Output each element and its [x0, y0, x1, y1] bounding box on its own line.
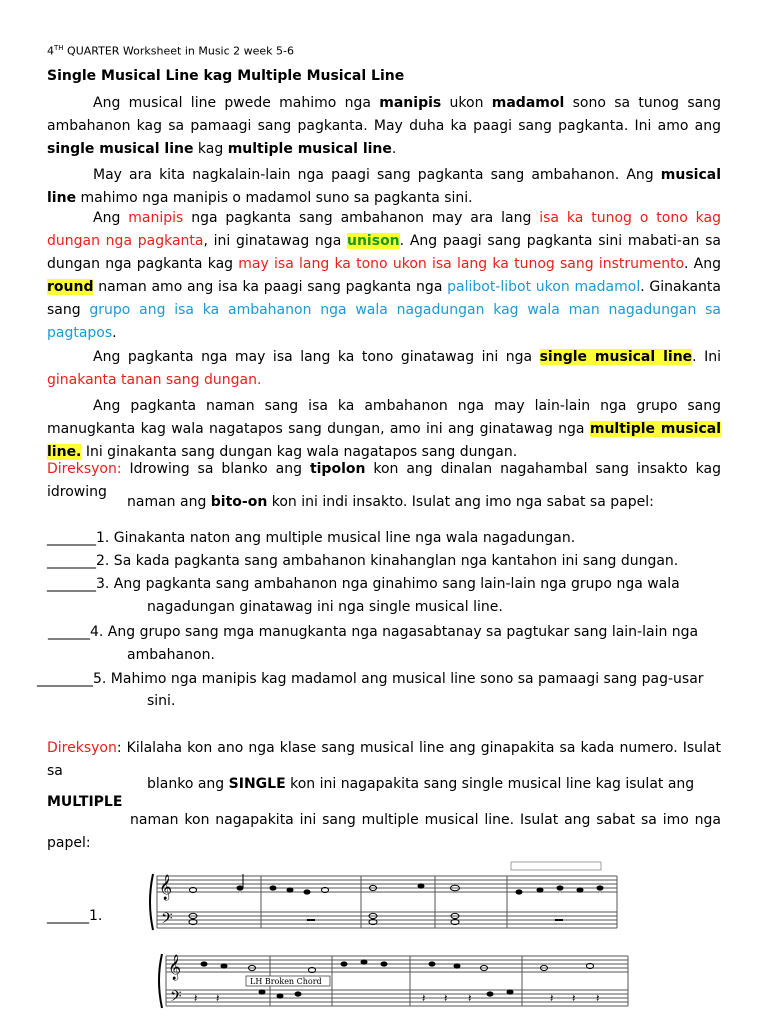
paragraph-multiple-line: Ang pagkanta naman sang isa ka ambahanon nga may lain-lain nga grupo sang manugkanta kag wala nagatapos sang dungan, amo ini ang ginatawag nga multiple musical line. Ini ginakanta sang dungan kag wala nagatapos sang dungan. [47, 398, 722, 460]
directions-part-two: Direksyon: Kilalaha kon ano nga klase sang musical line ang ginapakita sa kada numero. Isulat sa [47, 740, 721, 779]
paragraph-musical-line: May ara kita nagkalain-lain nga paagi sang pagkanta sang ambahanon. Ang musical line mahimo nga manipis o madamol suno sa pagkanta sini. [47, 167, 721, 206]
svg-text:𝄞: 𝄞 [159, 875, 173, 900]
svg-text:𝄢: 𝄢 [170, 988, 182, 1009]
paragraph-single-line: Ang pagkanta nga may isa lang ka tono ginatawag ini nga single musical line. Ini ginakanta tanan sang dungan. [47, 349, 722, 388]
svg-text:𝄽: 𝄽 [468, 992, 472, 1005]
svg-text:𝄽: 𝄽 [194, 992, 198, 1005]
question-one-blank: ______1. [47, 908, 103, 924]
directions-part-two-end: naman kon nagapakita ini sang multiple musical line. Isulat ang sabat sa imo nga papel: [47, 812, 721, 851]
paragraph-intro: Ang musical line pwede mahimo nga manipis ukon madamol sono sa tunog sang ambahanon kag sa pamaagi sang pagkanta. May duha ka paagi sang pagkanta. Ini amo ang single musical line kag multiple musical line. [47, 95, 721, 157]
svg-text:𝄽: 𝄽 [550, 992, 554, 1005]
list-item: _______3. Ang pagkanta sang ambahanon nga ginahimo sang lain-lain nga grupo nga wala [47, 576, 680, 592]
svg-text:𝄽: 𝄽 [216, 992, 220, 1005]
lh-broken-chord-label: LH Broken Chord [250, 977, 322, 986]
svg-text:𝄢: 𝄢 [161, 910, 173, 931]
list-item-cont: sini. [147, 693, 176, 709]
svg-text:𝄞: 𝄞 [168, 955, 182, 980]
list-item-cont: ambahanon. [127, 647, 215, 663]
directions-part-one-cont: naman ang bito-on kon ini indi insakto. Isulat ang imo nga sabat sa papel: [127, 494, 654, 510]
directions-part-two-cont: blanko ang SINGLE kon ini nagapakita sang single musical line kag isulat ang [147, 776, 695, 792]
sheet-music-two [152, 942, 632, 1014]
list-item: _______1. Ginakanta naton ang multiple musical line nga wala nagadungan. [47, 530, 576, 546]
svg-text:𝄽: 𝄽 [596, 992, 600, 1005]
list-item: _______2. Sa kada pagkanta sang ambahanon kinahanglan nga kantahon ini sang dungan. [47, 553, 679, 569]
worksheet-title: Single Musical Line kag Multiple Musical Line [47, 68, 405, 84]
list-item-cont: nagadungan ginatawag ini nga single musical line. [147, 599, 503, 615]
sheet-music-one [145, 860, 625, 940]
paragraph-unison-round: Ang manipis nga pagkanta sang ambahanon may ara lang isa ka tunog o tono kag dungan nga pagkanta, ini ginatawag nga unison. Ang paagi sang pagkanta sini mabati-an sa dungan nga pagkanta kag may isa lang ka tono ukon isa lang ka tunog sang instrumento. Ang round naman amo ang isa ka paagi sang pagkanta nga palibot-libot ukon madamol. Ginakanta sang grupo ang isa ka ambahanon nga wala nagadungan kag wala man nagadungan sa pagtapos. [47, 210, 722, 341]
svg-text:𝄽: 𝄽 [422, 992, 426, 1005]
list-item: ________5. Mahimo nga manipis kag madamol ang musical line sono sa pamaagi sang pag-usar [37, 671, 704, 687]
svg-text:𝄽: 𝄽 [444, 992, 448, 1005]
directions-part-one: Direksyon: Idrowing sa blanko ang tipolon kon ang dinalan nagahambal sang insakto kag idrowing [47, 461, 721, 500]
directions-part-two-multiple: MULTIPLE [47, 794, 123, 810]
list-item: ______4. Ang grupo sang mga manugkanta nga nagasabtanay sa pagtukar sang lain-lain nga [48, 624, 699, 640]
worksheet-header: 4TH QUARTER Worksheet in Music 2 week 5-6 [47, 44, 295, 58]
svg-text:𝄽: 𝄽 [572, 992, 576, 1005]
